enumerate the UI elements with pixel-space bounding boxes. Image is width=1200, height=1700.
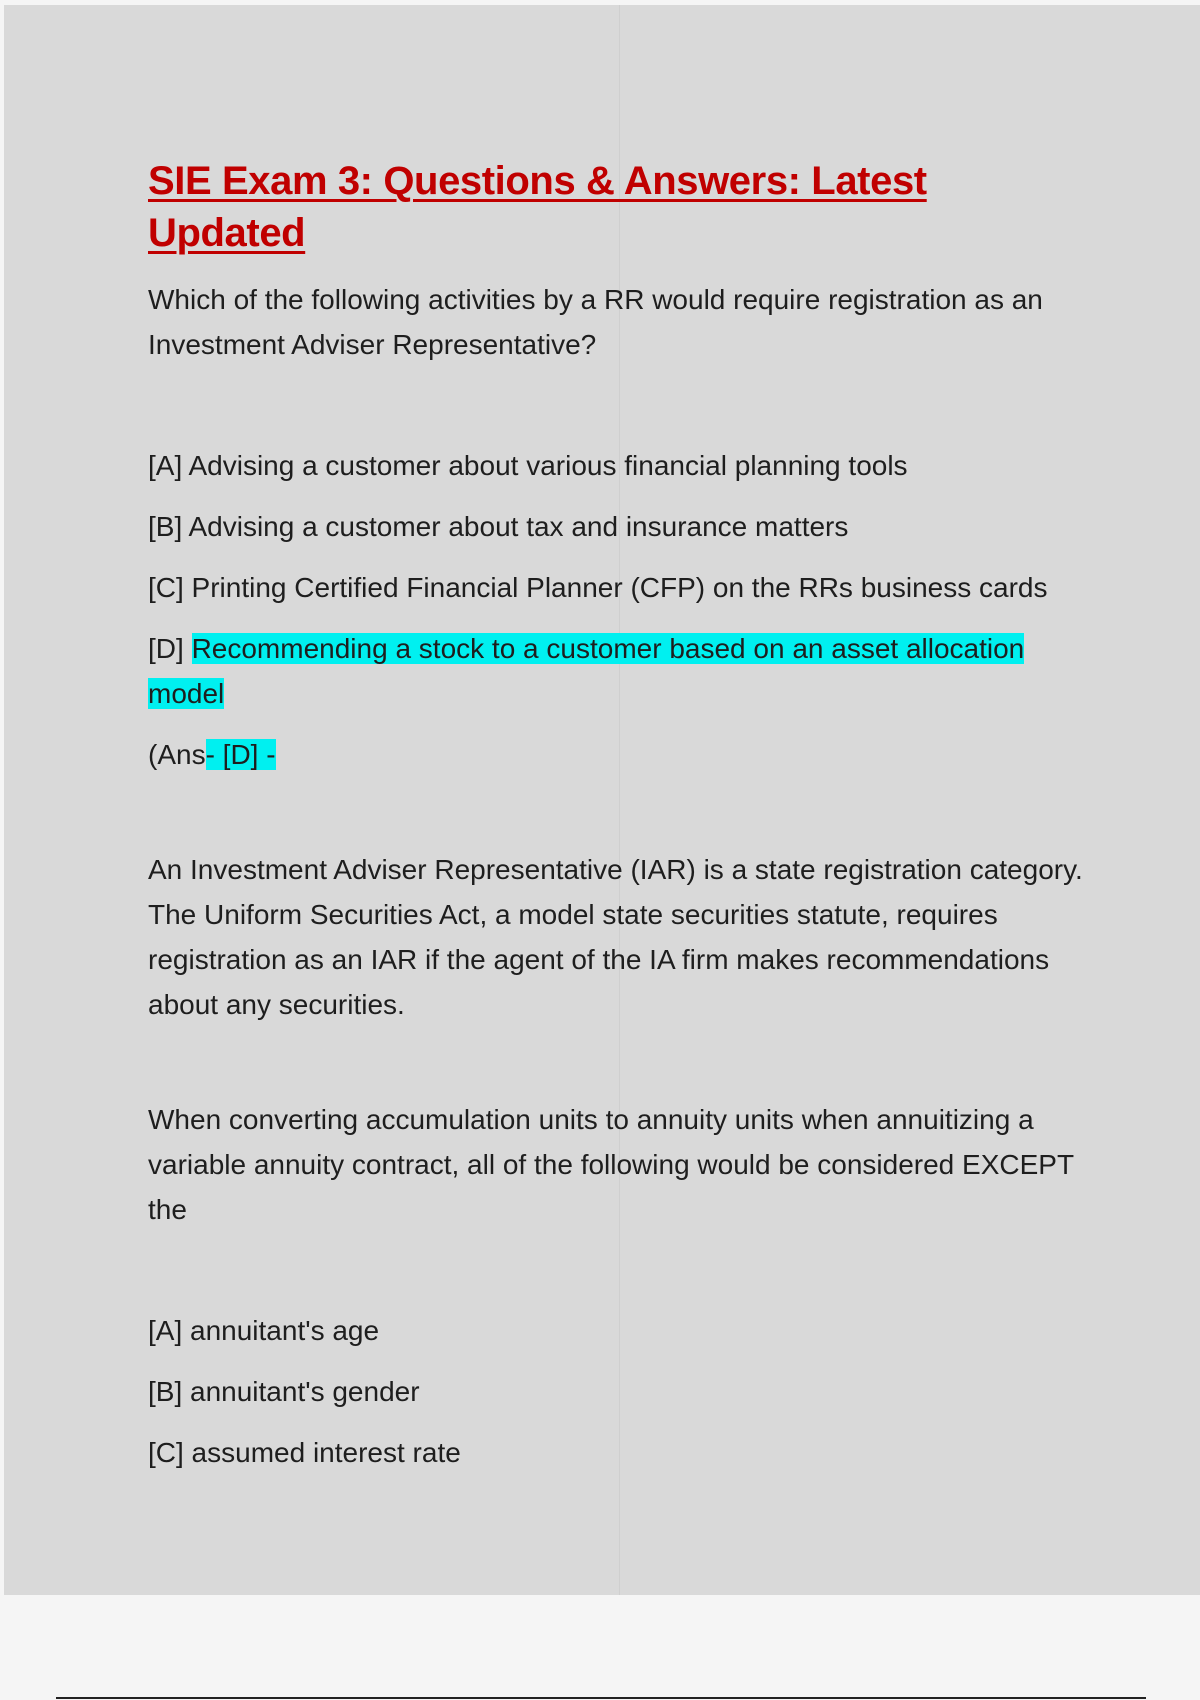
- question-2-option-a: [A] annuitant's age: [148, 1315, 380, 1346]
- question-1-text: Which of the following activities by a RR would require registration as an Investment Adviser Representative?: [148, 284, 1043, 360]
- question-2-option-b: [B] annuitant's gender: [148, 1376, 420, 1407]
- option-d-highlighted-text: Recommending a stock to a customer based on an asset allocation model: [148, 633, 1025, 709]
- answer-highlighted: - [D] -: [205, 739, 276, 770]
- question-2-option-c: [C] assumed interest rate: [148, 1437, 461, 1468]
- question-1-explanation: An Investment Adviser Representative (IAR) is a state registration category. The Uniform Securities Act, a model state securities statute, requires registration as an IAR if the agent of the IA firm makes recommendations about any securities.: [148, 854, 1083, 1020]
- question-1-option-a: [A] Advising a customer about various financial planning tools: [148, 450, 908, 481]
- document-title: SIE Exam 3: Questions & Answers: Latest Updated: [148, 159, 927, 255]
- question-1-option-b: [B] Advising a customer about tax and insurance matters: [148, 511, 849, 542]
- document-content: [148, 155, 1088, 1491]
- document-page: [4, 5, 1200, 1595]
- question-1-option-c: [C] Printing Certified Financial Planner (CFP) on the RRs business cards: [148, 572, 1048, 603]
- bottom-rule: [56, 1697, 1146, 1699]
- option-d-prefix: [D]: [148, 633, 192, 664]
- question-1-answer: [148, 732, 1088, 777]
- question-1-option-d: [148, 626, 1088, 716]
- question-2-text: When converting accumulation units to annuity units when annuitizing a variable annuity contract, all of the following would be considered EXCEPT the: [148, 1104, 1074, 1225]
- answer-prefix: (Ans: [148, 739, 206, 770]
